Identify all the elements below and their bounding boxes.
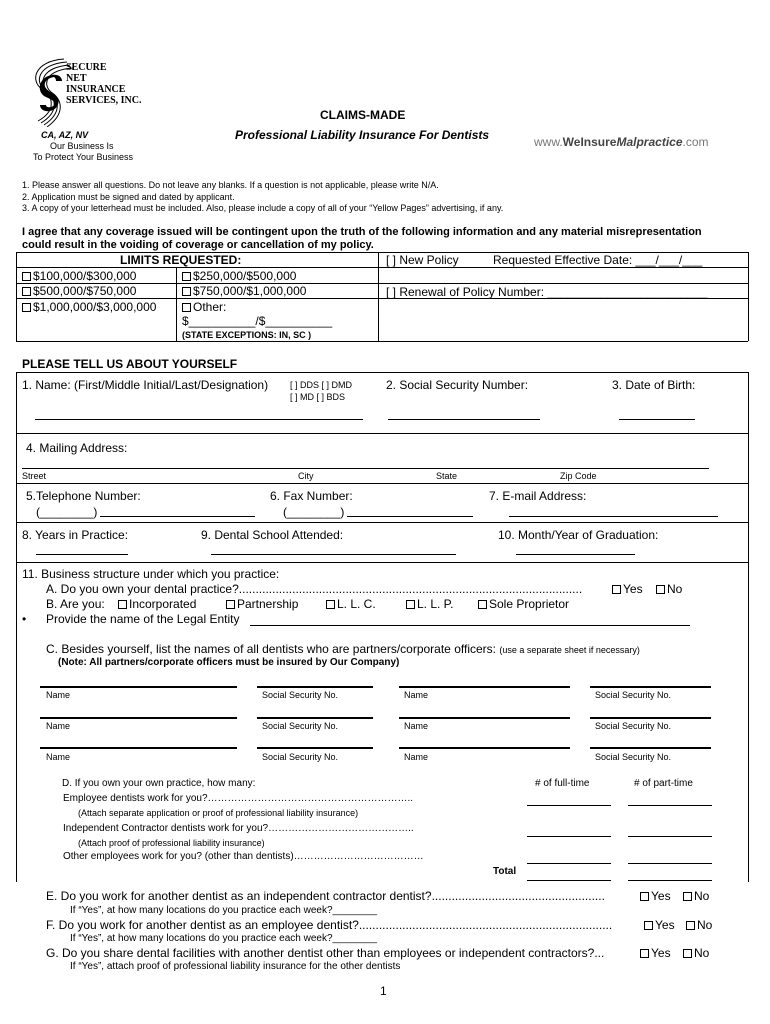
label-ssn: Social Security No.: [595, 690, 672, 700]
logo-tagline-1: Our Business Is: [50, 141, 114, 151]
email-field[interactable]: [509, 516, 718, 517]
limit-option-750k[interactable]: $750,000/$1,000,000: [182, 284, 306, 298]
question-11b: B. Are you:: [46, 597, 105, 611]
question-10-graduation: 10. Month/Year of Graduation:: [498, 528, 659, 542]
other-part-time-field[interactable]: [628, 863, 712, 864]
limits-heading: LIMITS REQUESTED:: [120, 253, 242, 267]
question-11c: C. Besides yourself, list the names of all dentists who are partners/corporate officers: (use a separate sheet if necessary): [46, 642, 640, 656]
fax-area-code[interactable]: (________): [283, 505, 345, 519]
limit-option-100k[interactable]: $100,000/$300,000: [22, 269, 136, 283]
share-facilities-no[interactable]: No: [683, 946, 709, 960]
fax-field[interactable]: [347, 516, 473, 517]
partner-1-ssn-field[interactable]: [257, 686, 373, 688]
partner-5-name-field[interactable]: [40, 747, 237, 749]
question-9-school: 9. Dental School Attended:: [201, 528, 344, 542]
question-11f: F. Do you work for another dentist as an employee dentist?............................................................................: [46, 918, 613, 932]
checkbox-icon[interactable]: [656, 585, 665, 594]
employee-full-time-field[interactable]: [527, 805, 611, 806]
label-city: City: [298, 471, 314, 481]
website-url: www.WeInsureMalpractice.com: [534, 135, 709, 149]
partner-6-ssn-field[interactable]: [590, 747, 711, 749]
form-subtitle: Professional Liability Insurance For Dentists: [235, 128, 490, 142]
instruction-3: 3. A copy of your letterhead must be included. Also, please include a copy of all of your “Yellow Pages” advertising, if any.: [22, 203, 504, 213]
contractor-dentists-label: Independent Contractor dentists work for you?……………………………………..: [63, 823, 414, 834]
label-ssn: Social Security No.: [595, 752, 672, 762]
contractor-full-time-field[interactable]: [527, 836, 611, 837]
label-name: Name: [404, 690, 429, 700]
checkbox-icon[interactable]: [22, 303, 31, 312]
question-11-structure: 11. Business structure under which you practice:: [22, 567, 280, 581]
option-incorporated[interactable]: Incorporated: [118, 597, 196, 611]
renewal-policy-field[interactable]: [ ] Renewal of Policy Number: ________________________: [386, 285, 708, 299]
phone-area-code[interactable]: (________): [36, 505, 98, 519]
checkbox-icon[interactable]: [683, 892, 692, 901]
question-11e-followup[interactable]: If “Yes”, at how many locations do you practice each week?________: [70, 905, 378, 916]
contractor-yes[interactable]: Yes: [640, 889, 671, 903]
new-policy-option[interactable]: [ ] New Policy: [386, 253, 459, 267]
label-ssn: Social Security No.: [262, 690, 339, 700]
option-llc[interactable]: L. L. C.: [326, 597, 376, 611]
degree-options-1[interactable]: [ ] DDS [ ] DMD: [290, 380, 353, 390]
other-employees-label: Other employees work for you? (other than dentists)…………………………………: [63, 851, 424, 862]
employee-part-time-field[interactable]: [628, 805, 712, 806]
checkbox-icon[interactable]: [182, 272, 191, 281]
checkbox-icon[interactable]: [406, 600, 415, 609]
checkbox-icon[interactable]: [182, 287, 191, 296]
question-6-fax: 6. Fax Number:: [270, 489, 353, 503]
checkbox-icon[interactable]: [478, 600, 487, 609]
partner-6-name-field[interactable]: [399, 747, 570, 749]
total-full-time-field[interactable]: [527, 880, 611, 881]
partner-4-ssn-field[interactable]: [590, 717, 711, 719]
phone-field[interactable]: [100, 516, 255, 517]
label-street: Street: [22, 471, 47, 481]
label-name: Name: [46, 690, 71, 700]
partner-3-ssn-field[interactable]: [257, 717, 373, 719]
question-1-name: 1. Name: (First/Middle Initial/Last/Designation): [22, 378, 269, 392]
question-4-address: 4. Mailing Address:: [26, 441, 128, 455]
question-7-email: 7. E-mail Address:: [489, 489, 587, 503]
partner-1-name-field[interactable]: [40, 686, 237, 688]
question-11e: E. Do you work for another dentist as an independent contractor dentist?....................................................: [46, 889, 605, 903]
employee-dentists-note: (Attach separate application or proof of professional liability insurance): [78, 808, 359, 818]
section-heading-about: PLEASE TELL US ABOUT YOURSELF: [22, 357, 238, 371]
label-zip: Zip Code: [560, 471, 597, 481]
option-partnership[interactable]: Partnership: [226, 597, 298, 611]
agreement-line-2: could result in the voiding of coverage or cancellation of my policy.: [22, 239, 374, 251]
instruction-2: 2. Application must be signed and dated by applicant.: [22, 192, 235, 202]
contractor-no[interactable]: No: [683, 889, 709, 903]
name-field[interactable]: [35, 419, 363, 420]
question-11g-followup: If “Yes”, attach proof of professional liability insurance for the other dentists: [70, 961, 401, 972]
other-limit-field[interactable]: $__________/$__________: [182, 314, 333, 328]
bullet-icon: •: [22, 612, 27, 626]
label-name: Name: [46, 752, 71, 762]
address-field[interactable]: [22, 468, 709, 469]
years-field[interactable]: [36, 554, 128, 555]
page-number: 1: [380, 984, 387, 998]
checkbox-icon[interactable]: [226, 600, 235, 609]
partner-5-ssn-field[interactable]: [257, 747, 373, 749]
limit-option-1m[interactable]: $1,000,000/$3,000,000: [22, 300, 156, 314]
legal-entity-field[interactable]: [250, 625, 690, 626]
column-part-time: # of part-time: [634, 778, 693, 789]
total-label: Total: [493, 866, 517, 877]
partner-2-ssn-field[interactable]: [590, 686, 711, 688]
label-name: Name: [404, 752, 429, 762]
checkbox-icon[interactable]: [22, 272, 31, 281]
label-state: State: [436, 471, 458, 481]
question-5-phone: 5.Telephone Number:: [26, 489, 141, 503]
limit-option-250k[interactable]: $250,000/$500,000: [182, 269, 296, 283]
label-name: Name: [46, 721, 71, 731]
effective-date-field[interactable]: Requested Effective Date: ___/___/___: [493, 253, 703, 267]
checkbox-icon[interactable]: [612, 585, 621, 594]
school-field[interactable]: [211, 554, 456, 555]
legal-entity-label: Provide the name of the Legal Entity: [46, 612, 240, 626]
partner-2-name-field[interactable]: [399, 686, 570, 688]
own-practice-yes[interactable]: Yes: [612, 582, 643, 596]
label-ssn: Social Security No.: [262, 752, 339, 762]
employee-no[interactable]: No: [686, 918, 712, 932]
column-full-time: # of full-time: [535, 778, 590, 789]
checkbox-icon[interactable]: [326, 600, 335, 609]
graduation-field[interactable]: [516, 554, 635, 555]
partner-3-name-field[interactable]: [40, 717, 237, 719]
checkbox-icon[interactable]: [683, 949, 692, 958]
agreement-line-1: I agree that any coverage issued will be contingent upon the truth of the following information and any material misrepresentation: [22, 226, 702, 238]
question-3-dob: 3. Date of Birth:: [612, 378, 696, 392]
employee-dentists-label: Employee dentists work for you?……………………………………………………..: [63, 793, 414, 804]
checkbox-icon[interactable]: [118, 600, 127, 609]
employee-yes[interactable]: Yes: [644, 918, 675, 932]
partners-note: (Note: All partners/corporate officers must be insured by Our Company): [58, 657, 400, 668]
logo-tagline-2: To Protect Your Business: [33, 152, 134, 162]
question-11d: D. If you own your own practice, how many:: [62, 778, 256, 789]
option-sole-proprietor[interactable]: Sole Proprietor: [478, 597, 569, 611]
state-exceptions: (STATE EXCEPTIONS: IN, SC ): [182, 330, 312, 340]
contractor-part-time-field[interactable]: [628, 836, 712, 837]
logo-text: SECURE NET INSURANCE SERVICES, INC.: [66, 62, 142, 106]
checkbox-icon[interactable]: [182, 303, 191, 312]
partner-4-name-field[interactable]: [399, 717, 570, 719]
question-8-years: 8. Years in Practice:: [22, 528, 129, 542]
instruction-1: 1. Please answer all questions. Do not leave any blanks. If a question is not applicable, please write N/A.: [22, 180, 439, 190]
dob-field[interactable]: [619, 419, 695, 420]
degree-options-2[interactable]: [ ] MD [ ] BDS: [290, 392, 346, 402]
checkbox-icon[interactable]: [640, 949, 649, 958]
limit-option-other[interactable]: Other:: [182, 300, 226, 314]
checkbox-icon[interactable]: [644, 921, 653, 930]
checkbox-icon[interactable]: [686, 921, 695, 930]
question-11f-followup[interactable]: If “Yes”, at how many locations do you practice each week?________: [70, 933, 378, 944]
limit-option-500k[interactable]: $500,000/$750,000: [22, 284, 136, 298]
label-name: Name: [404, 721, 429, 731]
total-part-time-field[interactable]: [628, 880, 712, 881]
question-11g: G. Do you share dental facilities with another dentist other than employees or independent contractors?...: [46, 946, 605, 960]
other-full-time-field[interactable]: [527, 863, 611, 864]
checkbox-icon[interactable]: [640, 892, 649, 901]
question-11a: A. Do you own your dental practice?.......................................................................................................: [46, 582, 583, 596]
label-ssn: Social Security No.: [262, 721, 339, 731]
form-title: CLAIMS-MADE: [320, 108, 406, 122]
contractor-dentists-note: (Attach proof of professional liability insurance): [78, 838, 265, 848]
option-llp[interactable]: L. L. P.: [406, 597, 453, 611]
own-practice-no[interactable]: No: [656, 582, 682, 596]
ssn-field[interactable]: [388, 419, 540, 420]
logo-states: CA, AZ, NV: [41, 130, 89, 140]
share-facilities-yes[interactable]: Yes: [640, 946, 671, 960]
question-2-ssn: 2. Social Security Number:: [386, 378, 529, 392]
checkbox-icon[interactable]: [22, 287, 31, 296]
label-ssn: Social Security No.: [595, 721, 672, 731]
